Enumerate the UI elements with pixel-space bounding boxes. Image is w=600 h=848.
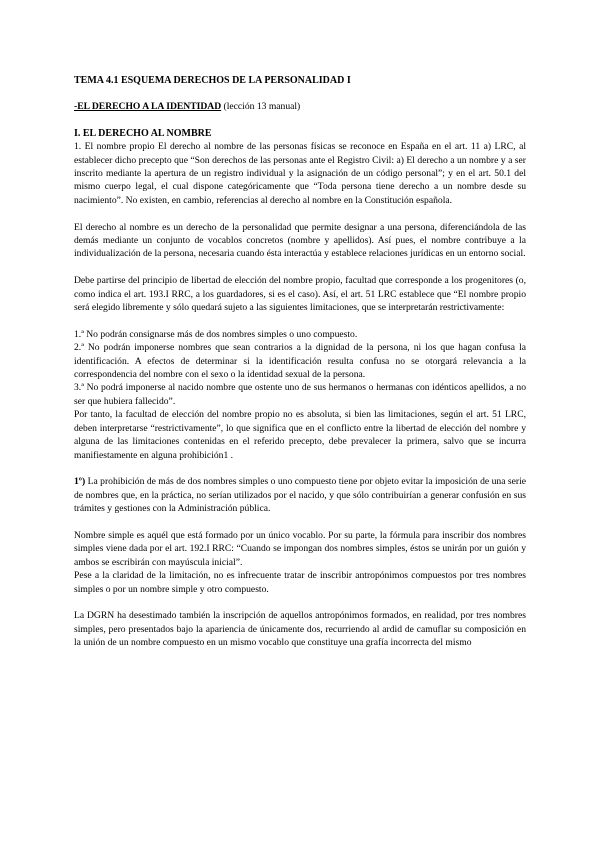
subtitle-note: (lección 13 manual) <box>221 101 301 113</box>
subtitle-main: -EL DERECHO A LA IDENTIDAD <box>74 101 222 113</box>
paragraph-6: Nombre simple es aquél que está formado por un único vocablo. Por su parte, la fórmula para inscribir dos nombres simples viene dada por el art. 192.I RRC: “Cuando se impongan dos nombres simples, éstos se unirán por un guión y ambos se escribirán con mayúscula inicial”. <box>74 529 526 568</box>
paragraph-4: Por tanto, la facultad de elección del nombre propio no es absoluta, si bien las limitaciones, según el art. 51 LRC, deben interpretarse “restrictivamente”, lo que significa que en el conflicto entre la libertad de elección del nombre y alguna de las limitaciones contenidas en el referido precepto, debe prevalecer la primera, salvo que se incurra manifiestamente en alguna prohibición1 . <box>74 409 526 461</box>
paragraph-gap <box>74 462 526 475</box>
paragraph-3: Debe partirse del principio de libertad de elección del nombre propio, facultad que corresponde a los progenitores (o, como indica el art. 193.I RRC, a los guardadores, si es el caso). Así, el art. 51 LRC establece que “El nombre propio será elegido libremente y sólo quedará sujeto a las siguientes limitaciones, que se interpretarán restrictivamente: <box>74 275 526 314</box>
paragraph-gap <box>74 207 526 220</box>
paragraph-gap <box>74 261 526 274</box>
limitation-2: 2.ª No podrán imponerse nombres que sean contrarios a la dignidad de la persona, ni los que hagan confusa la identificación. A efectos de determinar si la identificación resulta confusa no se otorgará relevancia a la correspondencia del nombre con el sexo o la identidad sexual de la persona. <box>74 342 526 381</box>
document-title: TEMA 4.1 ESQUEMA DERECHOS DE LA PERSONALIDAD I <box>74 75 351 86</box>
limitation-1: 1.ª No podrán consignarse más de dos nombres simples o uno compuesto. <box>74 328 358 340</box>
paragraph-7: Pese a la claridad de la limitación, no es infrecuente tratar de inscribir antropónimos compuestos por tres nombres simples o por un nombre simple y otro compuesto. <box>74 570 526 595</box>
paragraph-5-text: La prohibición de más de dos nombres simples o uno compuesto tiene por objeto evitar la imposición de una serie de nombres que, en la práctica, no serían utilizados por el nacido, y que sólo contribuirían a generar confusión en sus trámites y gestiones con la Administración pública. <box>74 476 526 515</box>
document-body <box>74 74 526 650</box>
section-subtitle <box>74 100 526 113</box>
paragraph-gap <box>74 314 526 327</box>
paragraph-8: La DGRN ha desestimado también la inscripción de aquellos antropónimos formados, en realidad, por tres nombres simples, pero presentados bajo la apariencia de únicamente dos, recurriendo al ardid de camuflar su composición en la unión de un nombre compuesto en un mismo vocablo que constituye una grafía incorrecta del mismo <box>74 610 526 649</box>
paragraph-5 <box>74 475 526 515</box>
paragraph-2: El derecho al nombre es un derecho de la personalidad que permite designar a una persona, diferenciándola de las demás mediante un conjunto de vocablos concretos (nombre y apellidos). Así pues, el nombre contribuye a la individualización de la persona, necesaria cuando ésta interactúa y establece relaciones jurídicas en un entorno social. <box>74 221 526 260</box>
paragraph-gap <box>74 596 526 609</box>
paragraph-gap <box>74 516 526 529</box>
paragraph-1: 1. El nombre propio El derecho al nombre de las personas físicas se reconoce en España en el art. 11 a) LRC, al establecer dicho precepto que “Son derechos de las personas ante el Registro Civil: a) El derecho a un nombre y a ser inscrito mediante la apertura de un registro individual y la asignación de un código personal”; y en el art. 50.1 del mismo cuerpo legal, el cual dispone categóricamente que “Toda persona tiene derecho a un nombre desde su nacimiento”. No existen, en cambio, referencias al derecho al nombre en la Constitución española. <box>74 141 526 206</box>
paragraph-5-label: 1º) <box>74 476 86 488</box>
section-heading: I. EL DERECHO AL NOMBRE <box>74 127 212 139</box>
limitation-3: 3.ª No podrá imponerse al nacido nombre que ostente uno de sus hermanos o hermanas con idénticos apellidos, a no ser que hubiera fallecido”. <box>74 382 526 407</box>
